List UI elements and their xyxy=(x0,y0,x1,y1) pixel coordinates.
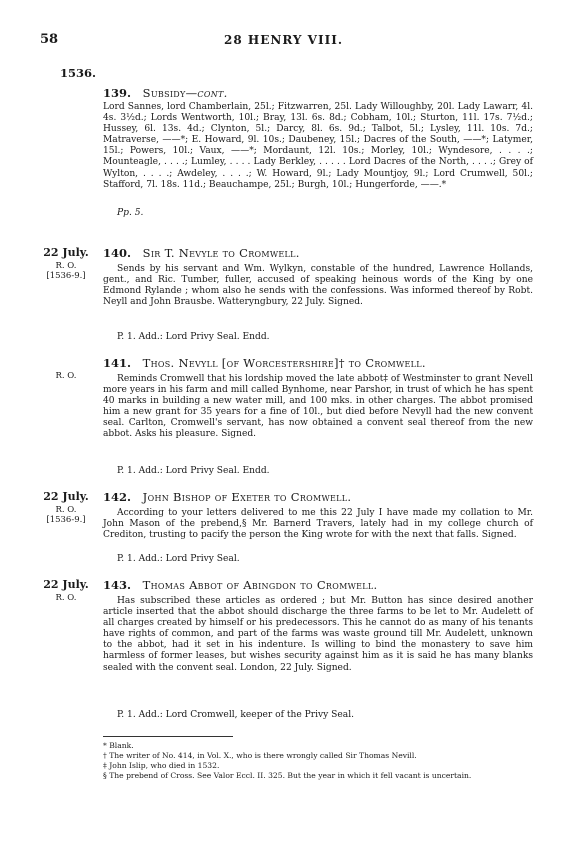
margin-date: 22 July. xyxy=(43,246,89,259)
entry-text: Reminds Cromwell that his lordship moved the late abbot‡ of Westminster to grant Nevell more years in his farm and mill called Bynhome, near Parshor, in trust of which he has spent 40 marks in building a new water mill, and 100 mks. in other charges. The abbot promised him a new grant for 35 years for a fine of 10l., but died before Nevyll had the new convent seal. Carlton, Cromwell's servant, has now obtained a convent seal thereof from the new abbot. Asks his pleasure. Signed. xyxy=(103,374,533,440)
year-marginal: 1536. xyxy=(60,66,97,80)
running-head: 28 HENRY VIII. xyxy=(223,33,343,47)
footnote: * Blank. xyxy=(103,741,134,750)
margin-ref: R. O. xyxy=(55,260,77,271)
entry-title-suffix: —cont. xyxy=(185,86,228,100)
entry-heading xyxy=(103,246,300,260)
entry-address: P. 1. Add.: Lord Cromwell, keeper of the Privy Seal. xyxy=(117,710,355,720)
margin-dated: [1536-9.] xyxy=(46,271,86,282)
entry-title: Subsidy xyxy=(142,86,186,100)
entry-text: Lord Sannes, lord Chamberlain, 25l.; Fitzwarren, 25l. Lady Willoughby, 20l. Lady Lawarr, 4l. 4s. 3½d.; Lords Wentworth, 10l.; Bray, 13l. 6s. 8d.; Cobham, 10l.; Sturton, 11l. 17s. 7½d.; Hussey, 6l. 13s. 4d.; Clynton, 5l.; Darcy, 8l. 6s. 9d.; Talbot, 5l.; Lysley, 11l. 10s. 7d.; Matraverse, ——*; E. Howard, 9l. 10s.; Daubeney, 15l.; Dacres of the South, ——*; Latymer, 15l.; Powers, 10l.; Vaux, ——*; Mordaunt, 12l. 10s.; Morley, 10l.; Wyndesore, . . . .; Mounteagle, . . . .; Lumley, . . . . Lady Berkley, . . . . . Lord Dacres of the North, . . . .; Grey of Wylton, . . . .; Awdeley, . . . .; W. Howard, 9l.; Lady Mountjoy, 9l.; Lord Crumwell, 50l.; Stafford, 7l. 18s. 11d.; Beauchampe, 25l.; Burgh, 10l.; Hungerforde, ——.* xyxy=(103,102,533,190)
entry-title: Sir T. Nevyle to Cromwell. xyxy=(142,246,300,260)
margin-ref: R. O. xyxy=(55,592,77,603)
entry-text: According to your letters delivered to me this 22 July I have made my collation to Mr. John Mason of the prebend,§ Mr. Barnerd Travers, lately had in my college church of Crediton, trusting to pacify the person the King wrote for with the next that falls. Signed. xyxy=(103,508,533,541)
entry-address: P. 1. Add.: Lord Privy Seal. Endd. xyxy=(117,466,270,476)
margin-note xyxy=(34,246,98,282)
footnotes xyxy=(103,741,533,781)
entry-number: 143. xyxy=(103,578,132,592)
entry-title: Thos. Nevyll [of Worcestershire]† to Cromwell. xyxy=(142,356,426,370)
entry-heading xyxy=(103,356,426,370)
margin-ref: R. O. xyxy=(55,371,77,381)
entry-heading xyxy=(103,578,377,592)
margin-date: 22 July. xyxy=(43,578,89,591)
entry-pages: Pp. 5. xyxy=(117,208,144,218)
margin-ref: R. O. xyxy=(55,504,77,515)
entry-heading xyxy=(103,86,228,100)
page-number: 58 xyxy=(40,32,59,47)
entry-number: 140. xyxy=(103,246,132,260)
entry-number: 141. xyxy=(103,356,132,370)
margin-note xyxy=(34,370,98,382)
footnote: § The prebend of Cross. See Valor Eccl. II. 325. But the year in which it fell vacant is uncertain. xyxy=(103,771,472,780)
entry-title: John Bishop of Exeter to Cromwell. xyxy=(142,490,352,504)
margin-note xyxy=(34,490,98,526)
margin-date: 22 July. xyxy=(43,490,89,503)
entry-text: Has subscribed these articles as ordered ; but Mr. Button has since desired another article inserted that the abbot should discharge the three farms to be let to Mr. Audelett of all charges created by himself or his predecessors. This he cannot do as many of his tenants have rights of common, and part of the farms was waste ground till Mr. Audelett, unknown to the abbot, had it set in his indenture. Is willing to bind the monastery to save him harmless of former leases, but wishes security against him as it is said he has many blanks sealed with the convent seal. London, 22 July. Signed. xyxy=(103,596,533,673)
entry-title: Thomas Abbot of Abingdon to Cromwell. xyxy=(142,578,378,592)
margin-note xyxy=(34,578,98,603)
entry-heading xyxy=(103,490,351,504)
footnote: † The writer of No. 414, in Vol. X., who is there wrongly called Sir Thomas Nevill. xyxy=(103,751,417,760)
footnote: ‡ John Islip, who died in 1532. xyxy=(103,761,220,770)
entry-address: P. 1. Add.: Lord Privy Seal. Endd. xyxy=(117,332,270,342)
footnote-rule xyxy=(103,736,233,737)
entry-text: Sends by his servant and Wm. Wylkyn, constable of the hundred, Lawrence Hollands, gent., and Ric. Tumber, fuller, accused of speaking heinous words of the King by one Edmond Rylande ; whom also he sends with the confessions. Was informed thereof by Robt. Neyll and John Brausbe. Watteryngbury, 22 July. Signed. xyxy=(103,264,533,308)
entry-address: P. 1. Add.: Lord Privy Seal. xyxy=(117,554,240,564)
margin-dated: [1536-9.] xyxy=(46,515,86,526)
entry-number: 142. xyxy=(103,490,132,504)
entry-number: 139. xyxy=(103,86,132,100)
